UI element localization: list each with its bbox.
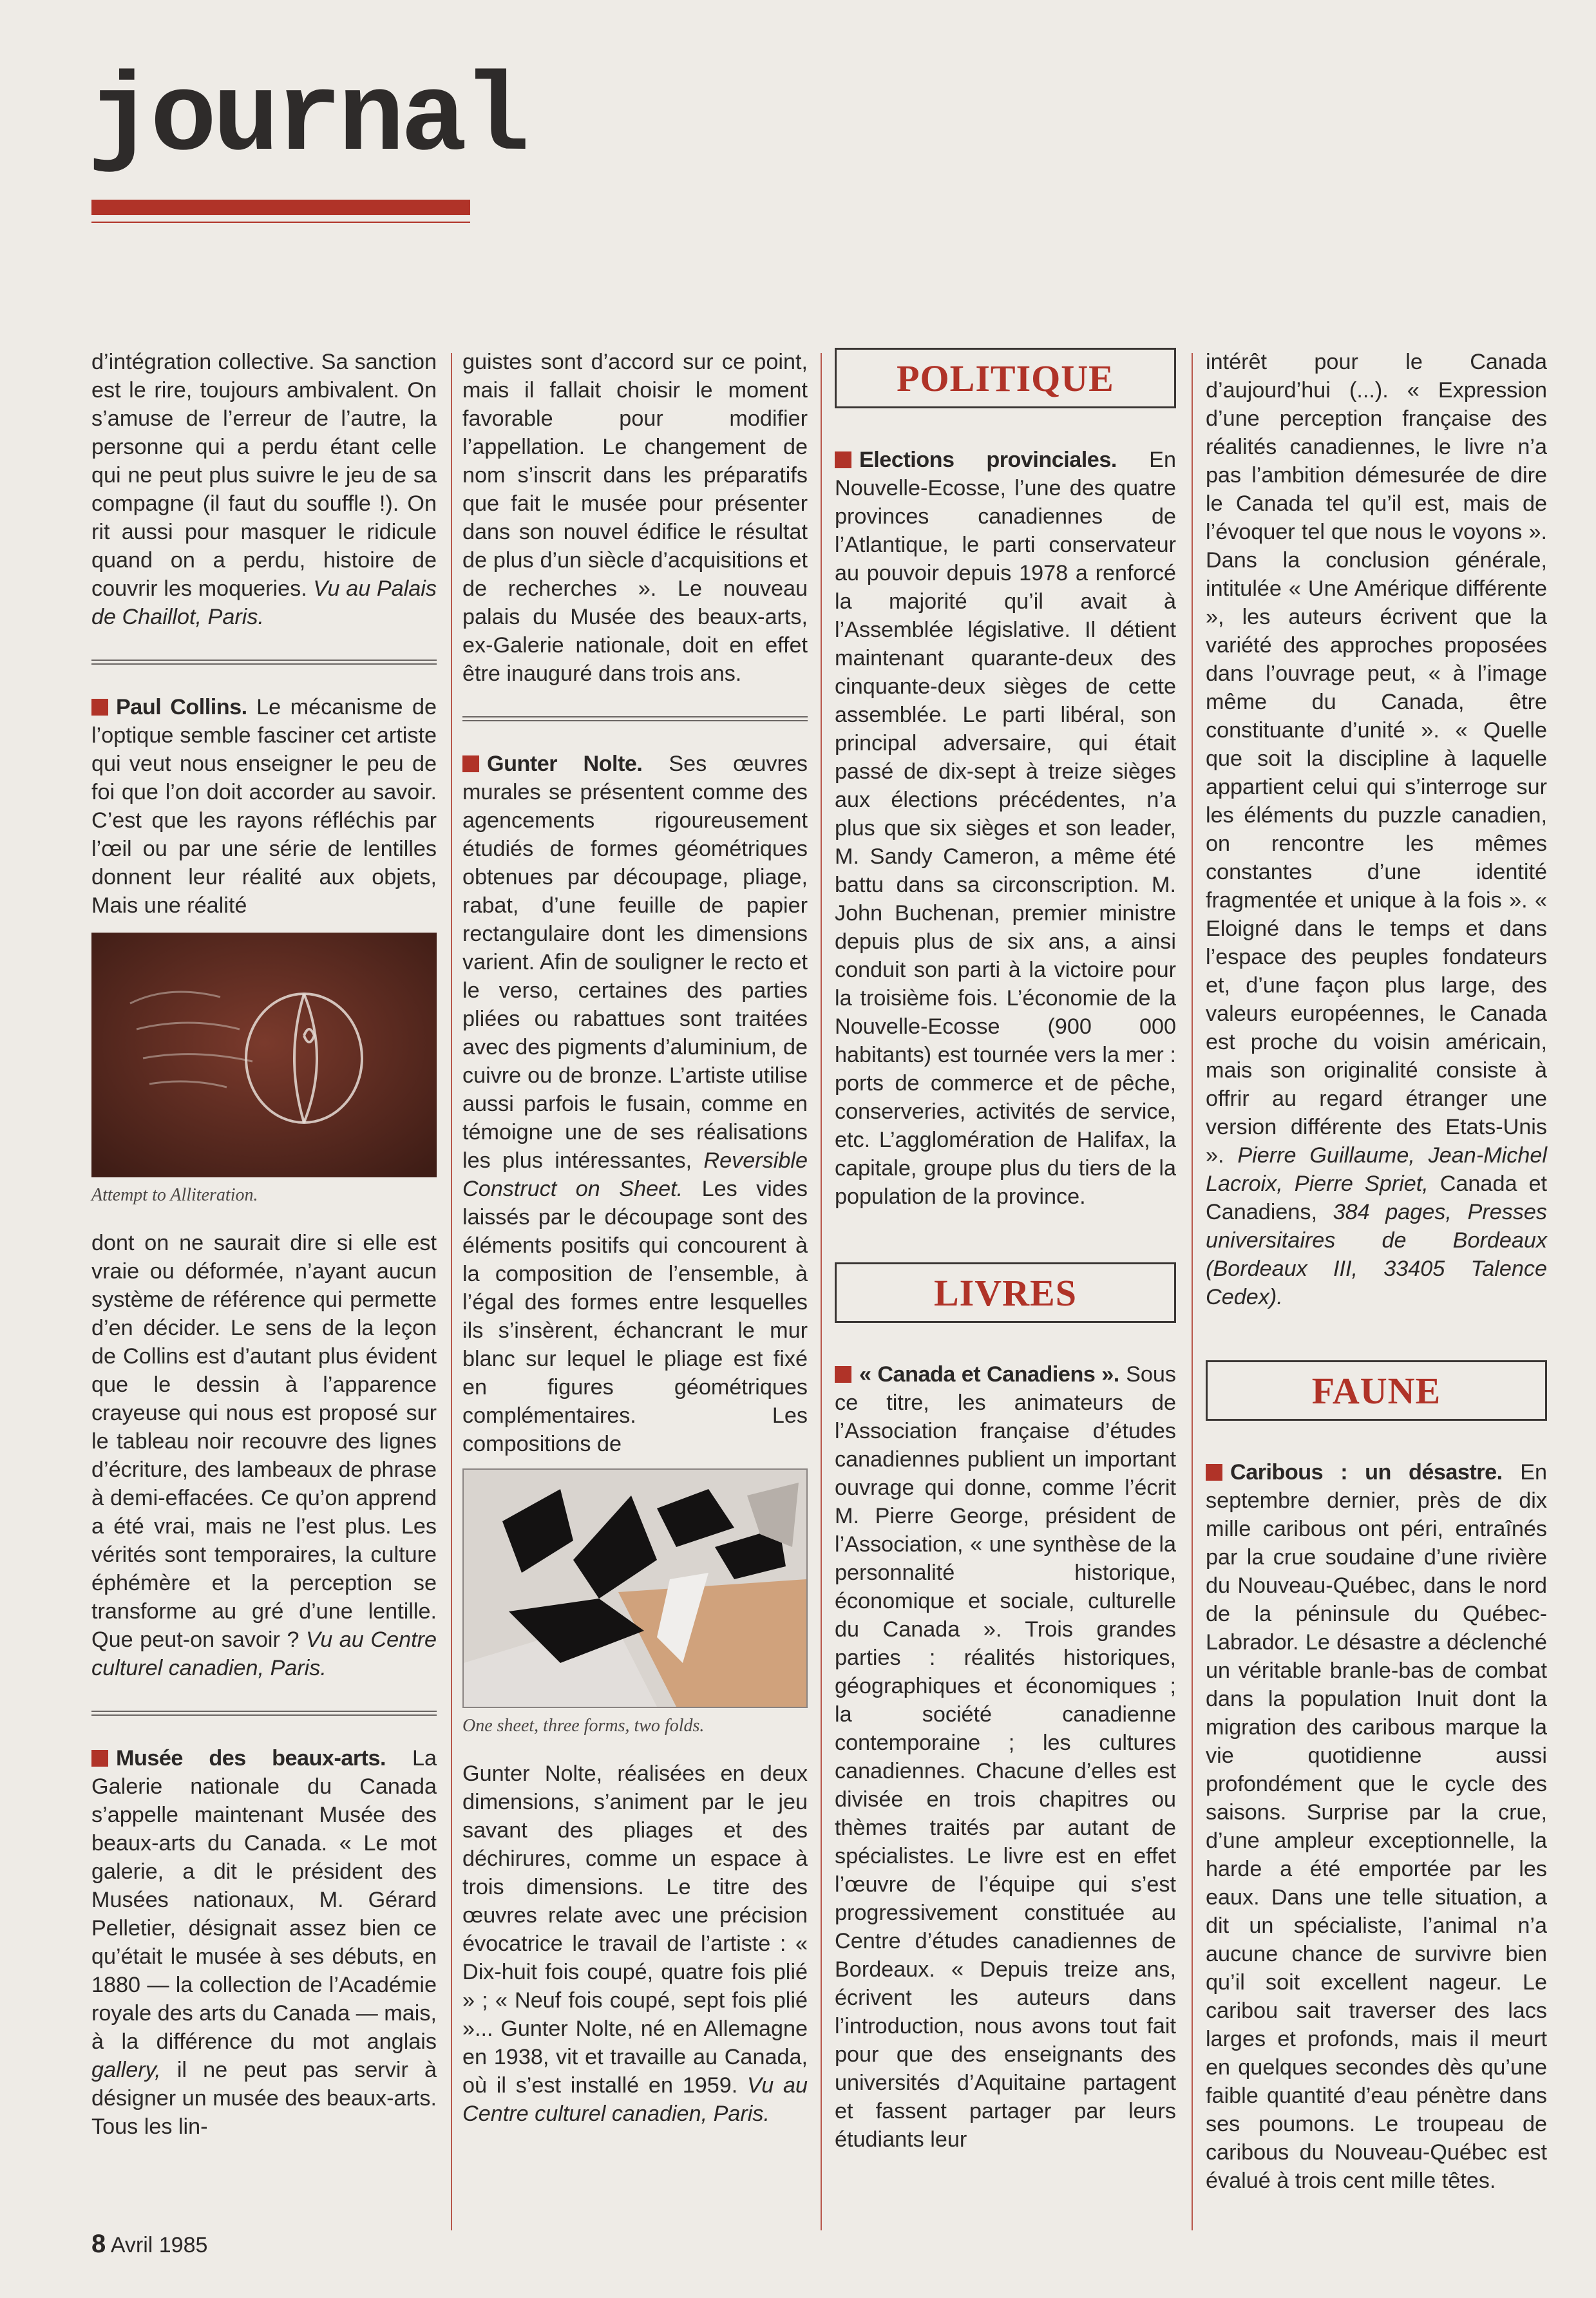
article-text: En septembre dernier, près de dix mille caribous ont péri, entraînés par la crue soudaine d’une rivière du Nouveau-Québec, dans le nord de la péninsule du Québec-Labrador. Le désastre a déclenché un véritable branle-bas de combat dans la population Inuit dont la migration des caribous marque la vie quotidienne aussi profondément que le cycle des saisons. Surprise par la crue, d’une ampleur exceptionnelle, la harde a été emportée par les eaux. Dans une telle situation, a dit un spécialiste, l’animal n’a aucune chance de survivre bien qu’il soit excellent nageur. Le caribou sait traverser des lacs larges et profonds, mais il meurt en quelques secondes dès qu’une faible quantité d’eau pénètre dans ses poumons. Le troupeau de caribous du Nouveau-Québec est évalué à trois cent mille têtes. [1206,1460,1548,2193]
column-1 [91,348,437,2141]
masthead-title: journal [88,57,526,182]
bullet-square-icon [835,1366,851,1383]
figure-caption: Attempt to Alliteration. [91,1185,258,1205]
column-3 [835,348,1176,2154]
section-separator [91,1711,437,1716]
article-lead: Caribous : un désastre. [1230,1460,1503,1485]
section-heading-faune: FAUNE [1206,1360,1547,1421]
article-book-title: Canada et Canadiens, [1206,1172,1547,1224]
article-source: Vu au Palais de Chaillot, Paris. [91,576,437,629]
article-text: intérêt pour le Canada d’aujourd’hui (...). « Expression d’une perception française des réalités canadiennes, le livre n’a pas l’ambition démesurée de dire le Canada tel qu’il est, mais de l’évoquer tel que nous le voyons ». Dans la conclusion générale, intitulée « Une Amérique différente », les auteurs écrivent que la variété des approches proposées dans l’ouvrage peut, « à l’image même du Canada, être constituante d’unité ». « Quelle que soit la discipline à laquelle appartient celui qui s’interroge sur les éléments du puzzle canadien, on rencontre les mêmes constantes d’une identité fragmentée et unique à la fois ». « Eloigné dans le temps et dans l’espace des peuples fondateurs et, d’une façon plus large, des valeurs européennes, le Canada est proche du voisin américain, mais son originalité consiste à offrir au regard étranger une version différente des Etats-Unis ». [1206,350,1547,1168]
section-heading-politique: POLITIQUE [835,348,1176,408]
article-publisher: 384 pages, Presses universitaires de Bordeaux (Bordeaux III, 33405 Talence Cedex). [1206,1200,1548,1309]
bullet-square-icon [91,1750,108,1767]
bullet-square-icon [91,699,108,716]
article-paul-collins-cont [91,1229,437,1682]
article-gunter-nolte-cont [462,1760,808,2128]
bullet-square-icon [462,755,479,772]
section-heading-livres: LIVRES [835,1262,1176,1323]
article-paul-collins [91,693,437,920]
article-lead: Paul Collins. [116,695,247,719]
article-text: dont on ne saurait dire si elle est vraie ou déformée, n’ayant aucun système de référence qui permette d’en décider. Le sens de la leçon de Collins est d’autant plus évident que le dessin à l’apparence crayeuse qui nous est proposé sur le tableau noir recouvre des lignes d’écriture, des lambeaux de phrase à demi-effacées. Ce qu’on apprend a été vrai, mais ne l’est plus. Les vérités sont temporaires, la culture éphémère et la perception se transforme au gré d’une lentille. Que peut-on savoir ? [91,1231,437,1652]
article-musee-cont [462,348,808,688]
article-canada-et-canadiens [835,1360,1176,2154]
article-continuation [91,348,437,631]
article-elections [835,446,1176,1211]
page-footer [91,2230,207,2259]
article-italic: Reversible Construct on Sheet. [462,1148,808,1201]
article-lead: « Canada et Canadiens ». [859,1362,1119,1387]
article-gunter-nolte [462,750,808,1458]
masthead-bar [91,200,470,215]
article-text: il ne peut pas servir à désigner un musée des beaux-arts. Tous les lin- [91,2058,437,2139]
article-canada-cont [1206,348,1547,1311]
article-lead: Musée des beaux-arts. [116,1746,386,1771]
article-text: Ses œuvres murales se présentent comme des agencements rigoureusement étudiés de formes géométriques obtenues par découpage, pliage, rabat, d’une feuille de papier rectangulaire dont les dimensions varient. Afin de souligner le recto et le verso, certaines des parties pliées ou rabattues sont traitées avec des pigments d’aluminium, de cuivre ou de bronze. L’artiste utilise aussi parfois le fusain, comme en témoigne une de ses réalisations les plus intéressantes, [462,752,808,1173]
figure-caption: One sheet, three forms, two folds. [462,1716,705,1736]
article-lead: Elections provinciales. [859,448,1117,472]
article-text: Les vides laissés par le découpage sont des éléments positifs qui concourent à la composition de l’ensemble, à l’égal des formes entre lesquelles ils s’insèrent, échancrant le mur blanc sur lequel le pliage est fixé en figures géométriques complémentaires. Les compositions de [462,1177,808,1456]
article-musee [91,1744,437,2141]
article-text: Sous ce titre, les animateurs de l’Association française d’études canadiennes publient un important ouvrage qui donne, comme l’écrit M. Pierre George, président de l’Association, « une synthèse de la personnalité historique, économique et sociale, culturelle du Canada ». Trois grandes parties : réalités historiques, géographiques et économiques ; la société canadienne contemporaine ; les cultures canadiennes. Chacune d’elles est divisée en trois chapitres ou thèmes traités par autant de spécialistes. Le livre est en effet l’œuvre de l’équipe qui s’est progressivement constituée au Centre d’études canadiennes de Bordeaux. « Depuis treize ans, écrivent les auteurs dans l’introduction, nous avons tout fait pour que des enseignants des universités d’Aquitaine partagent et fassent partager par leurs étudiants leur [835,1362,1177,2152]
article-text: En Nouvelle-Ecosse, l’une des quatre provinces canadiennes de l’Atlantique, le parti conservateur au pouvoir depuis 1978 a renforcé la majorité qu’il avait à l’Assemblée législative. Il détient maintenant quarante-deux des cinquante-deux sièges de cette assemblée. Le parti libéral, son principal adversaire, qui était passé de dix-sept à treize sièges aux élections précédentes, n’a plus que six sièges et son leader, M. Sandy Cameron, a même été battu dans sa circonscription. M. John Buchenan, premier ministre depuis plus de six ans, a ainsi conduit son parti à la victoire pour la troisième fois. L’économie de la Nouvelle-Ecosse (900 000 habitants) est tournée vers la mer : ports de commerce et de pêche, conserveries, activités de service, etc. L’agglomération de Halifax, la capitale, groupe plus du tiers de la population de la province. [835,448,1176,1209]
column-rule [821,353,822,2230]
page-number: 8 [91,2230,106,2258]
bullet-square-icon [835,451,851,468]
article-italic: gallery, [91,2058,161,2082]
section-separator [91,660,437,665]
section-separator [462,716,808,721]
masthead-rule [91,222,470,223]
article-source: Vu au Centre culturel canadien, Paris. [91,1628,437,1680]
column-4 [1206,348,1547,2195]
column-rule [451,353,452,2230]
column-rule [1192,353,1193,2230]
article-text: Le mécanisme de l’optique semble fasciner cet artiste qui veut nous enseigner le peu de foi que l’on doit accorder au savoir. C’est que les rayons réfléchis par l’œil ou par une série de lentilles donnent leur réalité aux objets, Mais une réalité [91,695,437,918]
collins-artwork-image [91,933,437,1177]
article-text: d’intégration collective. Sa sanction est le rire, toujours ambivalent. On s’amuse de l’erreur de l’autre, la personne qui a perdu étant celle qui ne peut plus suivre le jeu de sa compagne (il faut du souffle !). On rit aussi pour masquer le ridicule quand on a perdu, histoire de couvrir les moqueries. [91,350,437,601]
bullet-square-icon [1206,1464,1222,1481]
article-text: guistes sont d’accord sur ce point, mais il fallait choisir le moment favorable pour modifier l’appellation. Le changement de nom s’inscrit dans les préparatifs que fait le musée pour présenter dans son nouvel édifice le résultat de plus d’un siècle d’acquisitions et de recherches ». Le nouveau palais du Musée des beaux-arts, ex-Galerie nationale, doit en effet être inauguré dans trois ans. [462,350,808,686]
article-lead: Gunter Nolte. [487,752,643,776]
column-2 [462,348,808,2128]
article-text: La Galerie nationale du Canada s’appelle maintenant Musée des beaux-arts du Canada. « Le mot galerie, a dit le président des Musées nationaux, M. Gérard Pelletier, désignait assez bien ce qu’était le musée à ses débuts, en 1880 — la collection de l’Académie royale des arts du Canada — mais, à la différence du mot anglais [91,1746,437,2054]
issue-date: Avril 1985 [110,2233,208,2257]
article-text: Gunter Nolte, réalisées en deux dimensions, s’animent par le jeu savant des pliages et des déchirures, comme un espace à trois dimensions. Le titre des œuvres relate avec une précision évocatrice le travail de l’artiste : « Dix-huit fois coupé, quatre fois plié » ; « Neuf fois coupé, sept fois plié »... Gunter Nolte, né en Allemagne en 1938, vit et travaille au Canada, où il s’est installé en 1959. [462,1761,808,2098]
article-caribous [1206,1458,1547,2195]
article-source: Vu au Centre culturel canadien, Paris. [462,2073,808,2126]
nolte-artwork-image [462,1468,808,1708]
article-source: Pierre Guillaume, Jean-Michel Lacroix, Pierre Spriet, [1206,1143,1547,1196]
